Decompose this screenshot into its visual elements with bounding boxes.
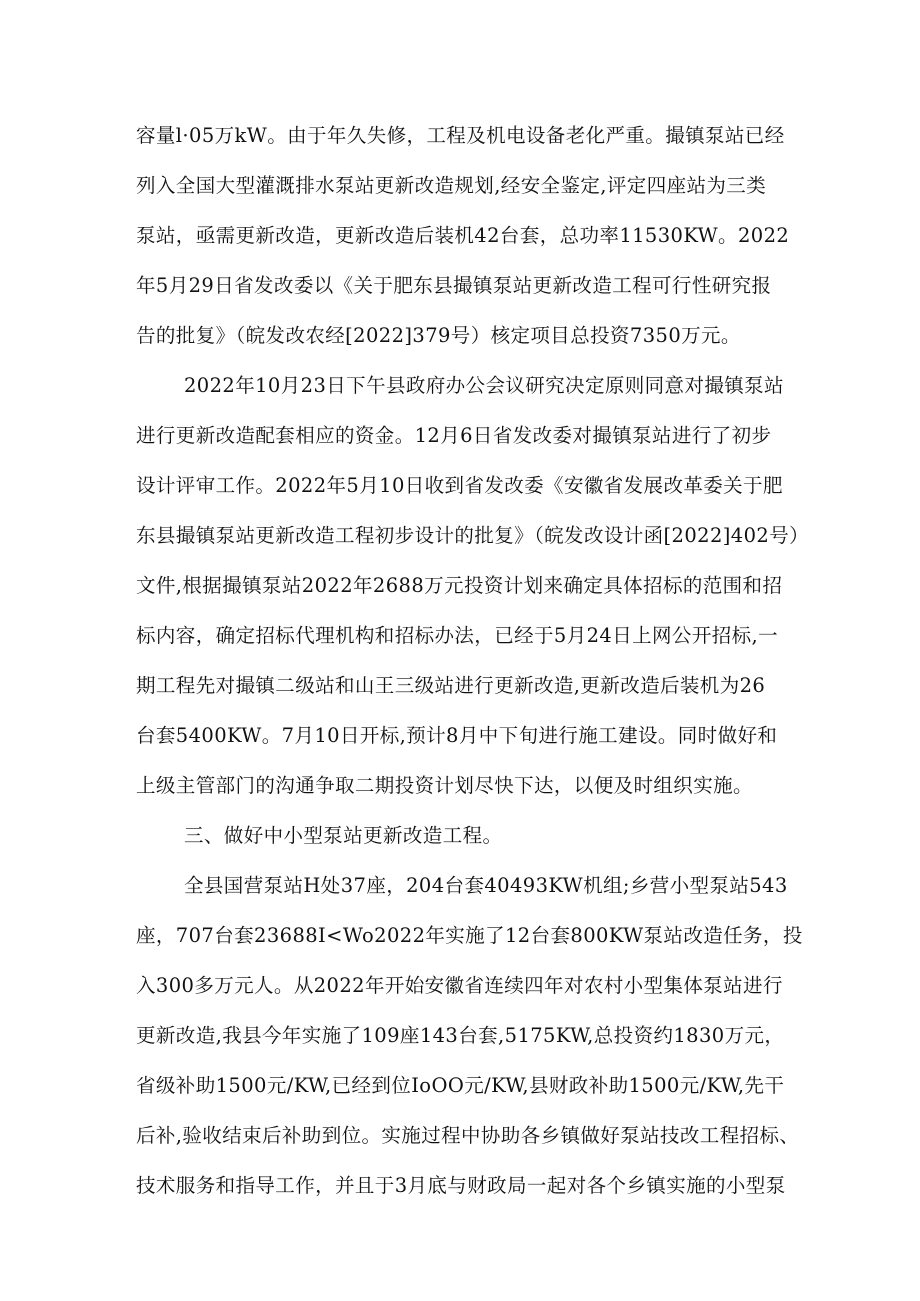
paragraph-first-line: 2022年10月23日下午县政府办公会议研究决定原则同意对撮镇泵站 bbox=[184, 374, 784, 397]
paragraph-first-line: 全县国营泵站H处37座，204台套40493KW机组;乡营小型泵站543 bbox=[184, 874, 788, 897]
text-line: 年5月29日省发改委以《关于肥东县撮镇泵站更新改造工程可行性研究报 bbox=[136, 274, 772, 297]
text-line: 座，707台套23688I<Wo2022年实施了12台套800KW泵站改造任务，投 bbox=[136, 924, 803, 947]
text-line: 技术服务和指导工作，并且于3月底与财政局一起对各个乡镇实施的小型泵 bbox=[136, 1174, 786, 1197]
text-line: 更新改造,我县今年实施了109座143台套,5175KW,总投资约1830万元， bbox=[136, 1024, 785, 1047]
text-line: 泵站，亟需更新改造，更新改造后装机42台套，总功率11530KW。2022 bbox=[136, 224, 790, 247]
text-line: 告的批复》（皖发改农经[2022]379号）核定项目总投资7350万元。 bbox=[136, 324, 741, 347]
text-line: 文件,根据撮镇泵站2022年2688万元投资计划来确定具体招标的范围和招 bbox=[136, 574, 783, 597]
text-line: 容量l·05万kW。由于年久失修，工程及机电设备老化严重。撮镇泵站已经 bbox=[136, 124, 785, 147]
text-line: 台套5400KW。7月10日开标,预计8月中下旬进行施工建设。同时做好和 bbox=[136, 724, 778, 747]
text-line: 设计评审工作。2022年5月10日收到省发改委《安徽省发展改革委关于肥 bbox=[136, 474, 783, 497]
text-line: 省级补助1500元/KW,已经到位IoOO元/KW,县财政补助1500元/KW,先干 bbox=[136, 1074, 785, 1097]
text-line: 东县撮镇泵站更新改造工程初步设计的批复》（皖发改设计函[2022]402号） bbox=[136, 524, 810, 547]
text-line: 期工程先对撮镇二级站和山王三级站进行更新改造,更新改造后装机为26 bbox=[136, 674, 766, 697]
text-line: 后补,验收结束后补助到位。实施过程中协助各乡镇做好泵站技改工程招标、 bbox=[136, 1124, 800, 1147]
section-heading: 三、做好中小型泵站更新改造工程。 bbox=[184, 824, 503, 847]
text-line: 进行更新改造配套相应的资金。12月6日省发改委对撮镇泵站进行了初步 bbox=[136, 424, 772, 447]
text-line: 标内容，确定招标代理机构和招标办法，已经于5月24日上网公开招标,一 bbox=[136, 624, 779, 647]
text-line: 列入全国大型灌溉排水泵站更新改造规划,经安全鉴定,评定四座站为三类 bbox=[136, 174, 767, 197]
text-line: 入300多万元人。从2022年开始安徽省连续四年对农村小型集体泵站进行 bbox=[136, 974, 783, 997]
text-line: 上级主管部门的沟通争取二期投资计划尽快下达，以便及时组织实施。 bbox=[136, 774, 753, 797]
